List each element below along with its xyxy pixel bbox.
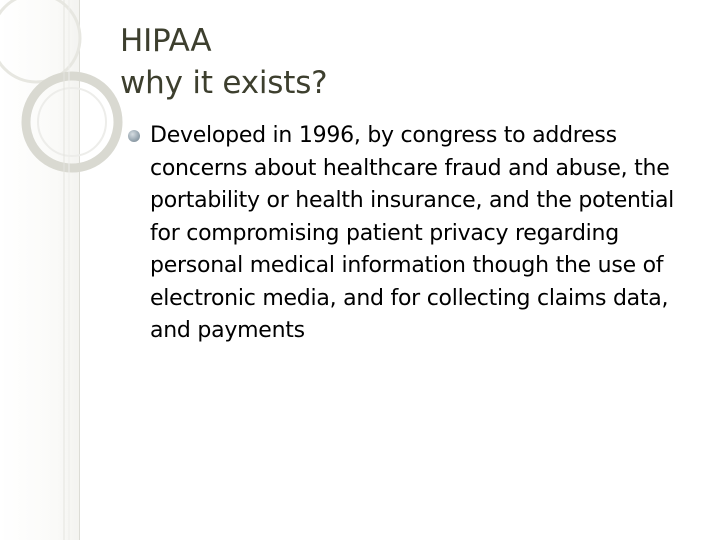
title-line-2: why it exists? xyxy=(120,65,328,101)
round-bullet-icon xyxy=(128,130,140,142)
bullet-text: Developed in 1996, by congress to address concerns about healthcare fraud and abuse, the portability or health insurance, and the potential for compromising patient privacy regarding personal medical information though the use of electronic media, and for collecting claims data, and payments xyxy=(150,123,675,343)
slide-title xyxy=(120,20,700,104)
bullet-item xyxy=(126,120,706,348)
slide-content xyxy=(126,120,706,348)
title-line-1: HIPAA xyxy=(120,23,212,59)
